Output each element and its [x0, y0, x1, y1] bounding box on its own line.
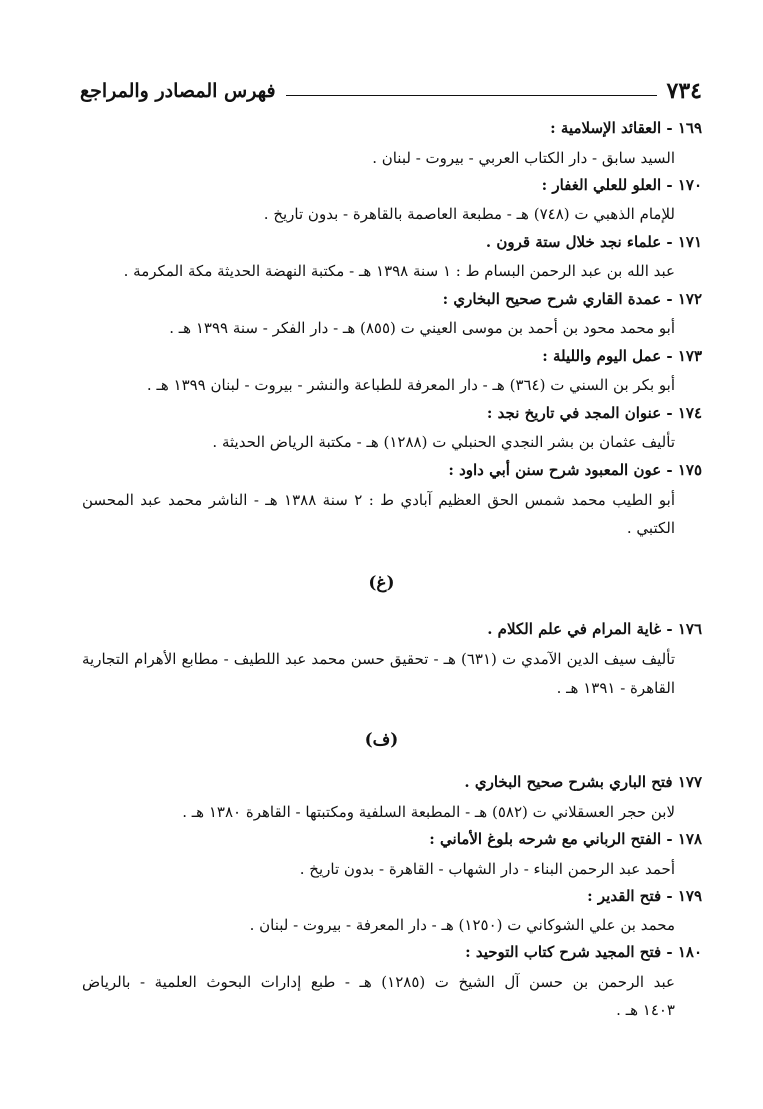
- entry-detail: أحمد عبد الرحمن البناء - دار الشهاب - القاهرة - بدون تاريخ .: [299, 860, 675, 878]
- entry-detail: للإمام الذهبي ت (٧٤٨) هـ - مطبعة العاصمة بالقاهرة - بدون تاريخ .: [263, 205, 675, 223]
- entry-detail: أبو الطيب محمد شمس الحق العظيم آبادي ط : ٢ سنة ١٣٨٨ هـ - الناشر محمد عبد المحسن: [82, 491, 675, 509]
- entry-detail: تأليف سيف الدين الآمدي ت (٦٣١) هـ - تحقيق حسن محمد عبد اللطيف - مطابع الأهرام التجارية: [82, 650, 675, 668]
- page-number: ٧٣٤: [666, 78, 702, 104]
- entry-title-text: العقائد الإسلامية :: [550, 119, 662, 137]
- entry-detail: القاهرة - ١٣٩١ هـ .: [556, 679, 675, 697]
- entry-title-text: فتح المجيد شرح كتاب التوحيد :: [465, 943, 662, 961]
- entry-title-text: الفتح الرباني مع شرحه بلوغ الأماني :: [429, 830, 662, 848]
- entry-title: ١٧٣ - عمل اليوم والليلة :: [542, 347, 702, 365]
- entry-title: ١٧٨ - الفتح الرباني مع شرحه بلوغ الأماني :: [429, 830, 702, 848]
- entry-detail: عبد الله بن عبد الرحمن البسام ط : ١ سنة ١٣٩٨ هـ - مكتبة النهضة الحديثة مكة المكرمة .: [123, 262, 675, 280]
- entry-title-text: عنوان المجد في تاريخ نجد :: [486, 404, 662, 422]
- header-rule: [286, 95, 657, 96]
- entry-number: ١٧٩: [677, 887, 702, 905]
- entry-title: ١٧٤ - عنوان المجد في تاريخ نجد :: [486, 404, 702, 422]
- running-title: فهرس المصادر والمراجع: [80, 80, 276, 102]
- entry-number: ١٧٠: [677, 176, 702, 194]
- page-header: [80, 76, 702, 106]
- entry-detail: ١٤٠٣ هـ .: [616, 1001, 675, 1019]
- entry-number: ١٧٦: [677, 620, 702, 638]
- entry-detail: أبو بكر بن السني ت (٣٦٤) هـ - دار المعرفة للطباعة والنشر - بيروت - لبنان ١٣٩٩ هـ .: [146, 376, 675, 394]
- entry-title-text: عمدة القاري شرح صحيح البخاري :: [442, 290, 662, 308]
- entry-number: ١٧٤: [677, 404, 702, 422]
- entry-detail: الكتبي .: [626, 519, 675, 537]
- entry-title: [464, 770, 702, 794]
- entry-number: ١٦٩: [677, 119, 702, 137]
- entry-title: ١٧٢ - عمدة القاري شرح صحيح البخاري :: [442, 290, 702, 308]
- entry-number: ١٧٨: [677, 830, 702, 848]
- entry-number: ١٧١: [677, 233, 702, 251]
- entry-detail: أبو محمد محود بن أحمد بن موسى العيني ت (٨٥٥) هـ - دار الفكر - سنة ١٣٩٩ هـ .: [169, 319, 675, 337]
- entry-title-text: علماء نجد خلال ستة قرون .: [485, 233, 662, 251]
- section-heading-fa: (ف): [364, 730, 399, 750]
- entry-number: ١٧٣: [677, 347, 702, 365]
- section-heading-ghain: (غ): [368, 573, 395, 593]
- entry-detail: تأليف عثمان بن بشر النجدي الحنبلي ت (١٢٨٨) هـ - مكتبة الرياض الحديثة .: [212, 433, 675, 451]
- entry-title-text: عون المعبود شرح سنن أبي داود :: [448, 461, 662, 479]
- entry-title-text: فتح القدير :: [587, 887, 662, 905]
- entry-number: ١٨٠: [677, 943, 702, 961]
- entry-detail: السيد سابق - دار الكتاب العربي - بيروت - لبنان .: [372, 149, 675, 167]
- entry-title-text: فتح الباري بشرح صحيح البخاري .: [464, 773, 673, 791]
- entry-title: ١٧١ - علماء نجد خلال ستة قرون .: [485, 233, 702, 251]
- entry-title: ١٧٥ - عون المعبود شرح سنن أبي داود :: [448, 461, 702, 479]
- entry-title: ١٧٩ - فتح القدير :: [587, 887, 702, 905]
- entry-title: ١٧٠ - العلو للعلي الغفار :: [541, 176, 702, 194]
- entry-title-text: العلو للعلي الغفار :: [541, 176, 662, 194]
- entry-detail: محمد بن علي الشوكاني ت (١٢٥٠) هـ - دار المعرفة - بيروت - لبنان .: [249, 916, 675, 934]
- entry-title-text: غاية المرام في علم الكلام .: [487, 620, 662, 638]
- entry-detail: لابن حجر العسقلاني ت (٥٨٢) هـ - المطبعة السلفية ومكتبتها - القاهرة ١٣٨٠ هـ .: [182, 803, 675, 821]
- entry-title: ١٧٦ - غاية المرام في علم الكلام .: [487, 620, 702, 638]
- entry-number: ١٧٧: [677, 773, 702, 791]
- entry-detail: عبد الرحمن بن حسن آل الشيخ ت (١٢٨٥) هـ - طبع إدارات البحوث العلمية - بالرياض: [82, 973, 675, 991]
- entry-title: ١٦٩ - العقائد الإسلامية :: [550, 119, 702, 137]
- entry-title: ١٨٠ - فتح المجيد شرح كتاب التوحيد :: [465, 943, 702, 961]
- entry-number: ١٧٥: [677, 461, 702, 479]
- entry-number: ١٧٢: [677, 290, 702, 308]
- entry-title-text: عمل اليوم والليلة :: [542, 347, 662, 365]
